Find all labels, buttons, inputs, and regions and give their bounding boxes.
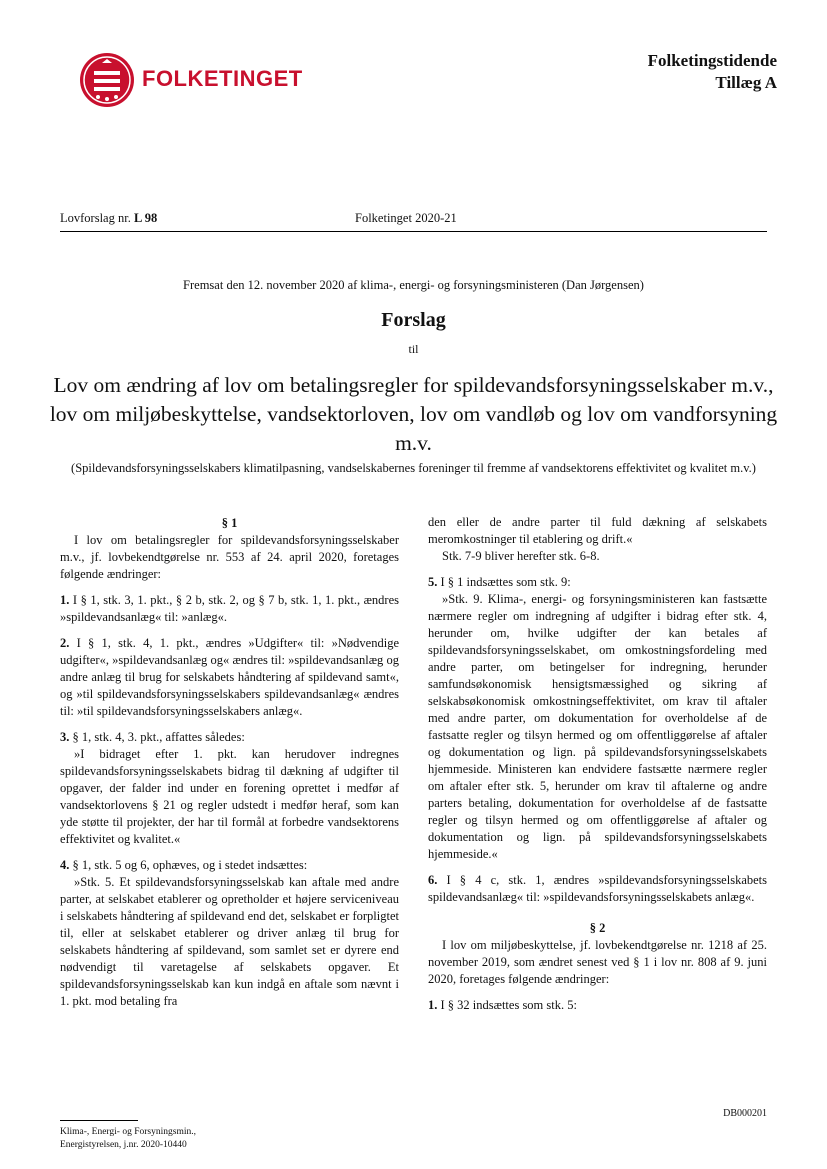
item-4-quote: »Stk. 5. Et spildevandsforsyningsselskab kan aftale med andre parter, at selskabet etablerer og opretholder et højere serviceniveau i selskabets håndtering af spildevand end det, selskabet er forpligtet til, eller at selskabet etablerer og driver anlæg til brug for selskabets håndtering af spildevand, som samlet set er dyrere end nødvendigt til varetagelse af selskabets opgaver. Et spildevandsforsyningsselskab kan kun indgå en aftale som nævnt i 1. pkt. mod betaling fra bbox=[60, 875, 399, 1008]
section-2-item-1-number: 1. bbox=[428, 998, 438, 1012]
item-5 bbox=[428, 574, 767, 591]
item-1-number: 1. bbox=[60, 593, 70, 607]
bill-reference bbox=[60, 211, 157, 226]
logo-wordmark: FOLKETINGET bbox=[142, 66, 303, 91]
item-4-renumber: Stk. 7-9 bliver herefter stk. 6-8. bbox=[442, 549, 600, 563]
item-6-number: 6. bbox=[428, 873, 438, 887]
publication-line-2: Tillæg A bbox=[715, 73, 777, 92]
item-5-number: 5. bbox=[428, 575, 438, 589]
item-6-text: I § 4 c, stk. 1, ændres »spildevandsforsyningsselskabets spildevandsanlæg« til: »spildevandsforsyningsselskabets anlæg«. bbox=[428, 873, 767, 904]
law-title: Lov om ændring af lov om betalingsregler for spildevandsforsyningsselskaber m.v., lov om miljøbeskyttelse, vandsektorloven, lov om vandløb og lov om vandforsyning m.v. bbox=[49, 373, 778, 455]
section-2-heading: § 2 bbox=[589, 921, 606, 935]
item-2 bbox=[60, 635, 399, 720]
section-2-item-1-text: I § 32 indsættes som stk. 5: bbox=[440, 998, 577, 1012]
item-5-text: I § 1 indsættes som stk. 9: bbox=[440, 575, 571, 589]
folketinget-logo bbox=[78, 51, 328, 109]
left-column bbox=[60, 515, 399, 1010]
publication-line-1: Folketingstidende bbox=[647, 51, 777, 70]
publication-name bbox=[648, 50, 777, 94]
footnote-line-2: Energistyrelsen, j.nr. 2020-10440 bbox=[60, 1140, 187, 1150]
document-code: DB000201 bbox=[723, 1108, 767, 1119]
til-label: til bbox=[408, 342, 419, 356]
item-4-continued: den eller de andre parter til fuld dækning af selskabets meromkostninger til etablering og drift.« bbox=[428, 515, 767, 546]
item-4-number: 4. bbox=[60, 858, 70, 872]
bill-number: L 98 bbox=[133, 211, 158, 225]
bill-label: Lovforslag nr. bbox=[60, 211, 131, 225]
footnote-line-1: Klima-, Energi- og Forsyningsmin., bbox=[60, 1127, 196, 1137]
item-3-quote: »I bidraget efter 1. pkt. kan herudover indregnes spildevandsforsyningsselskabets bidrag til dækning af udgifter til opgaver, der falder ind under en forening oprettet i medfør af vandsektorlovens § 21 og regler udstedt i medfør heraf, som kan yde støtte til projekter, der har til formål at forbedre vandsektorens effektivitet og kvalitet.« bbox=[60, 747, 399, 846]
session-label: Folketinget 2020-21 bbox=[355, 211, 457, 225]
item-2-number: 2. bbox=[60, 636, 70, 650]
folketinget-seal-icon bbox=[78, 51, 136, 109]
section-2-item-1 bbox=[428, 997, 767, 1014]
right-column bbox=[428, 514, 767, 1014]
section-1-intro: I lov om betalingsregler for spildevandsforsyningsselskaber m.v., jf. lovbekendtgørelse nr. 553 af 24. april 2020, foretages følgende ændringer: bbox=[60, 533, 399, 581]
item-4 bbox=[60, 857, 399, 874]
item-1 bbox=[60, 592, 399, 626]
item-3 bbox=[60, 729, 399, 746]
presented-line: Fremsat den 12. november 2020 af klima-, energi- og forsyningsministeren (Dan Jørgensen) bbox=[183, 278, 644, 292]
item-3-text: § 1, stk. 4, 3. pkt., affattes således: bbox=[72, 730, 245, 744]
document-heading: Forslag bbox=[381, 309, 446, 331]
item-4-text: § 1, stk. 5 og 6, ophæves, og i stedet indsættes: bbox=[72, 858, 308, 872]
section-1-heading: § 1 bbox=[221, 516, 238, 530]
item-1-text: I § 1, stk. 3, 1. pkt., § 2 b, stk. 2, og § 7 b, stk. 1, 1. pkt., ændres »spildevandsanlæg« til: »anlæg«. bbox=[60, 593, 399, 624]
item-2-text: I § 1, stk. 4, 1. pkt., ændres »Udgifter« til: »Nødvendige udgifter«, »spildevandsanlæg og« ændres til: »spildevandsanlæg og andre anlæg til brug for selskabets håndtering af spildevand samt«, og »til spildevandsforsyningsselskabers spildevandsanlæg« ændres til: »til spildevandsforsyningsselskabers anlæg«. bbox=[60, 636, 399, 718]
header-divider bbox=[60, 231, 767, 232]
item-6 bbox=[428, 872, 767, 906]
footnote bbox=[60, 1126, 196, 1152]
law-subtitle: (Spildevandsforsyningsselskabers klimatilpasning, vandselskabernes foreninger til fremme af vandsektorens effektivitet og kvalitet m.v.) bbox=[71, 461, 756, 475]
footnote-divider bbox=[60, 1120, 138, 1121]
item-5-quote: »Stk. 9. Klima-, energi- og forsyningsministeren kan fastsætte nærmere regler om indregning af udgifter i bidrag efter stk. 4, herunder om, hvilke udgifter der kan betales af spildevandsforsyningsselskabet, om omkostningsfordeling med andre parter, om betingelser for indregning, herunder samfundsøkonomisk hensigtsmæssighed og sikring af selskabsøkonomisk omkostningseffektivitet, om krav til aftaler med andre parter, om dokumentation for overholdelse af de fastsatte regler og tilsyn hermed og om offentliggørelse af aftaler og dokumentation og lign. på spildevandsforsyningsselskabets hjemmeside. Ministeren kan endvidere fastsætte nærmere regler om aftaler efter stk. 5, herunder om krav til aftalerne og andre parters betaling, dokumentation for overholdelse af de fastsatte regler og tilsyn hermed og om offentliggørelse af aftaler og dokumentation og lign. på spildevandsforsyningsselskabets hjemmeside.« bbox=[428, 592, 767, 861]
section-2-intro: I lov om miljøbeskyttelse, jf. lovbekendtgørelse nr. 1218 af 25. november 2019, som ændret senest ved § 1 i lov nr. 808 af 9. juni 2020, foretages følgende ændringer: bbox=[428, 938, 767, 986]
item-3-number: 3. bbox=[60, 730, 70, 744]
